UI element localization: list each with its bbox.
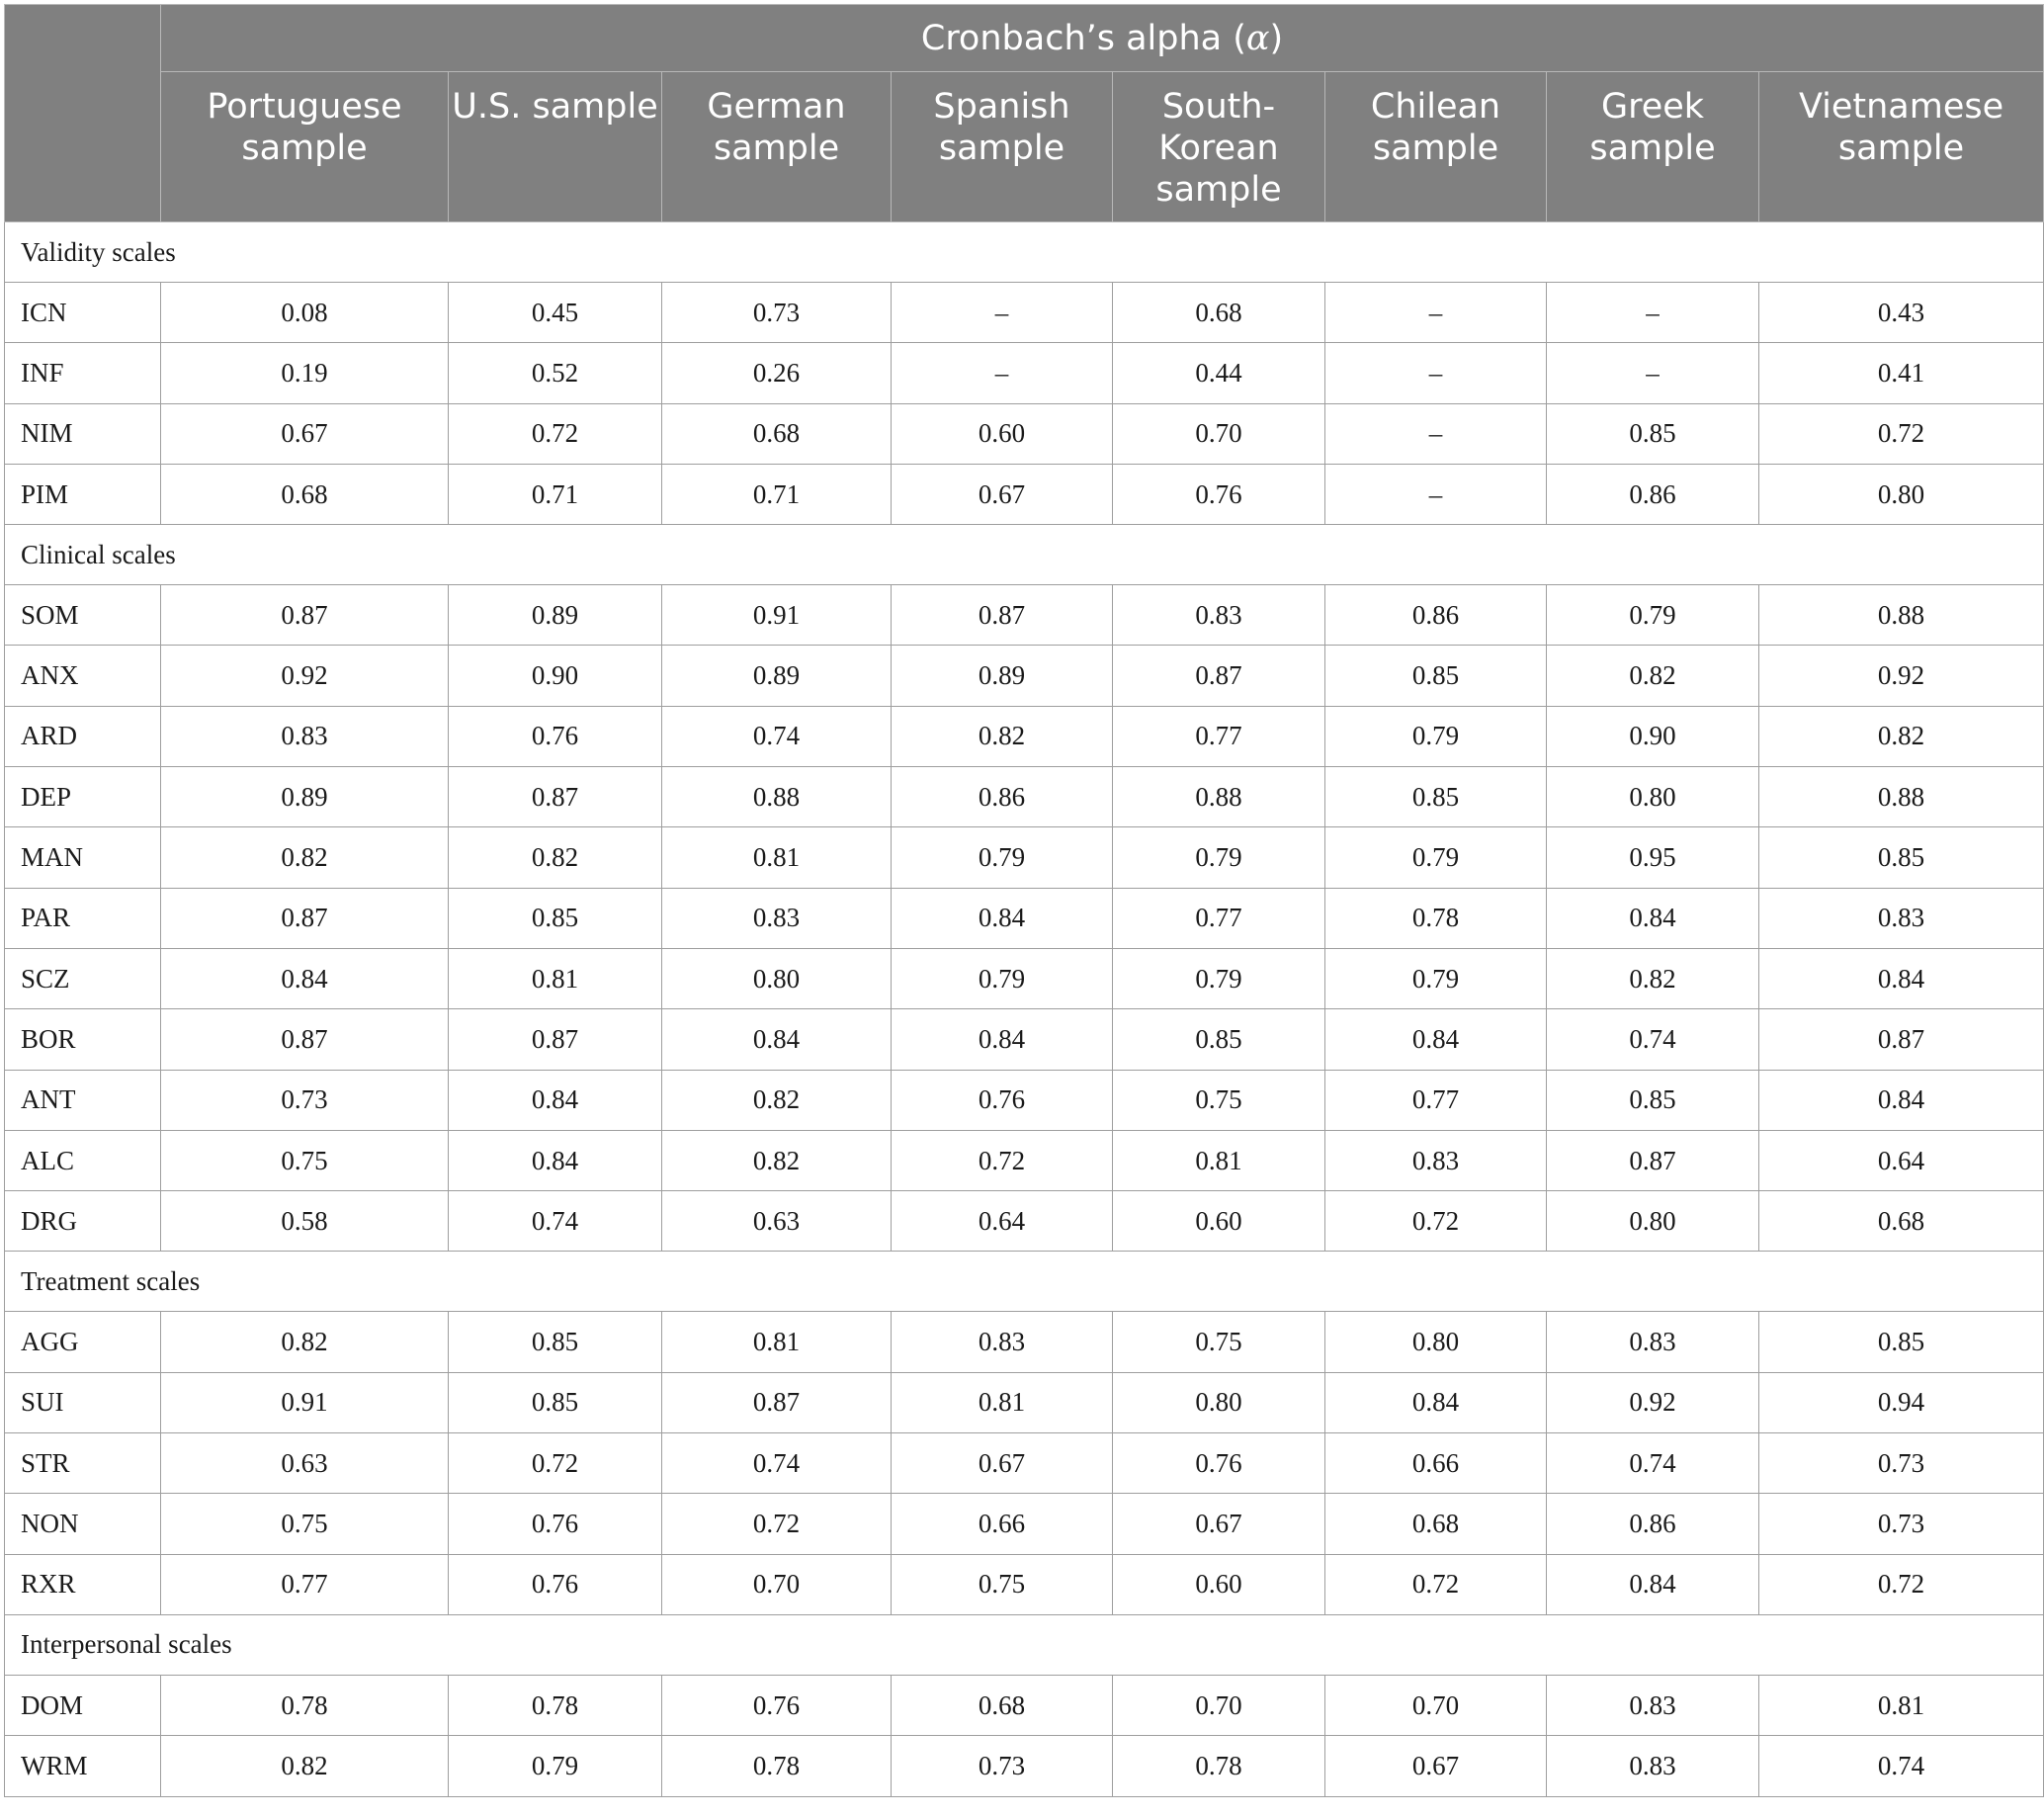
table-body	[5, 222, 2044, 1797]
scale-label: NIM	[5, 403, 161, 464]
table-row	[5, 1554, 2044, 1614]
alpha-value-cell: 0.87	[1759, 1009, 2044, 1070]
alpha-value-cell: 0.82	[161, 1736, 449, 1796]
alpha-value-cell: 0.75	[1113, 1070, 1325, 1130]
alpha-value-cell: 0.68	[1759, 1191, 2044, 1252]
alpha-value-cell: 0.77	[1325, 1070, 1547, 1130]
alpha-value-cell: 0.79	[892, 827, 1113, 888]
column-header-vietnamese	[1759, 72, 2044, 222]
alpha-value-cell: 0.72	[449, 403, 662, 464]
alpha-value-cell: 0.81	[449, 948, 662, 1008]
alpha-value-cell: 0.92	[1759, 646, 2044, 706]
alpha-value-cell: 0.81	[662, 827, 892, 888]
alpha-value-cell: 0.80	[1325, 1312, 1547, 1372]
alpha-value-cell: 0.77	[1113, 888, 1325, 948]
alpha-value-cell: 0.68	[1325, 1494, 1547, 1554]
header-title-text: Cronbach’s alpha (	[920, 18, 1246, 58]
alpha-value-cell: 0.82	[662, 1130, 892, 1190]
table-row	[5, 464, 2044, 524]
scale-label: INF	[5, 343, 161, 403]
alpha-value-cell: 0.74	[1759, 1736, 2044, 1796]
alpha-value-cell: 0.80	[662, 948, 892, 1008]
alpha-value-cell: 0.85	[1547, 1070, 1759, 1130]
alpha-value-cell: 0.79	[1325, 948, 1547, 1008]
alpha-value-cell: 0.83	[1547, 1675, 1759, 1735]
alpha-value-cell: 0.90	[1547, 706, 1759, 766]
alpha-value-cell: 0.72	[1325, 1191, 1547, 1252]
alpha-value-cell: 0.82	[662, 1070, 892, 1130]
alpha-value-cell: 0.71	[662, 464, 892, 524]
alpha-value-cell: 0.74	[1547, 1433, 1759, 1494]
alpha-value-cell: 0.76	[892, 1070, 1113, 1130]
table-row	[5, 1433, 2044, 1494]
table-row	[5, 948, 2044, 1008]
alpha-value-cell: 0.72	[449, 1433, 662, 1494]
alpha-value-cell: 0.78	[662, 1736, 892, 1796]
alpha-value-cell: 0.87	[449, 767, 662, 827]
alpha-value-cell: –	[1547, 283, 1759, 343]
alpha-value-cell: –	[1325, 403, 1547, 464]
table-row	[5, 403, 2044, 464]
alpha-value-cell: 0.72	[1759, 403, 2044, 464]
alpha-value-cell: 0.91	[662, 585, 892, 646]
scale-label: PIM	[5, 464, 161, 524]
alpha-value-cell: 0.86	[1325, 585, 1547, 646]
column-header-label: Vietnamese sample	[1798, 87, 2004, 168]
alpha-value-cell: 0.74	[1547, 1009, 1759, 1070]
alpha-value-cell: 0.86	[892, 767, 1113, 827]
alpha-value-cell: 0.74	[662, 1433, 892, 1494]
alpha-value-cell: 0.87	[892, 585, 1113, 646]
cronbach-alpha-table	[4, 4, 2044, 1797]
scale-label: ALC	[5, 1130, 161, 1190]
scale-label: ANX	[5, 646, 161, 706]
column-header-chilean	[1325, 72, 1547, 222]
column-header-greek	[1547, 72, 1759, 222]
section-row	[5, 222, 2044, 283]
alpha-value-cell: 0.89	[449, 585, 662, 646]
table-row	[5, 283, 2044, 343]
alpha-value-cell: 0.70	[662, 1554, 892, 1614]
alpha-value-cell: 0.60	[1113, 1554, 1325, 1614]
scale-label: ARD	[5, 706, 161, 766]
column-header-label: Chilean sample	[1370, 87, 1501, 168]
alpha-value-cell: 0.75	[892, 1554, 1113, 1614]
header-corner-cell	[5, 5, 161, 222]
scale-label: DOM	[5, 1675, 161, 1735]
alpha-value-cell: 0.82	[161, 1312, 449, 1372]
alpha-value-cell: 0.83	[1547, 1312, 1759, 1372]
alpha-value-cell: 0.63	[161, 1433, 449, 1494]
alpha-value-cell: 0.85	[449, 1312, 662, 1372]
alpha-value-cell: 0.84	[161, 948, 449, 1008]
alpha-value-cell: 0.64	[892, 1191, 1113, 1252]
alpha-value-cell: 0.87	[1113, 646, 1325, 706]
table-row	[5, 706, 2044, 766]
alpha-value-cell: 0.79	[1325, 827, 1547, 888]
alpha-value-cell: 0.84	[1759, 1070, 2044, 1130]
scale-label: PAR	[5, 888, 161, 948]
alpha-value-cell: 0.84	[449, 1130, 662, 1190]
header-title	[161, 5, 2044, 72]
alpha-value-cell: 0.84	[662, 1009, 892, 1070]
alpha-value-cell: 0.60	[892, 403, 1113, 464]
section-title: Clinical scales	[5, 525, 2044, 585]
alpha-value-cell: 0.80	[1547, 767, 1759, 827]
column-header-label: Greek sample	[1589, 87, 1716, 168]
alpha-value-cell: 0.70	[1113, 1675, 1325, 1735]
alpha-value-cell: 0.87	[161, 1009, 449, 1070]
alpha-value-cell: 0.80	[1759, 464, 2044, 524]
alpha-value-cell: 0.08	[161, 283, 449, 343]
alpha-value-cell: 0.67	[892, 1433, 1113, 1494]
table-row	[5, 585, 2044, 646]
table-row	[5, 1009, 2044, 1070]
table-row	[5, 888, 2044, 948]
alpha-value-cell: 0.81	[1113, 1130, 1325, 1190]
alpha-value-cell: 0.82	[1759, 706, 2044, 766]
alpha-value-cell: 0.84	[892, 1009, 1113, 1070]
table-row	[5, 646, 2044, 706]
alpha-value-cell: 0.81	[892, 1372, 1113, 1432]
alpha-value-cell: 0.95	[1547, 827, 1759, 888]
alpha-value-cell: 0.85	[1325, 646, 1547, 706]
table-row	[5, 1736, 2044, 1796]
alpha-value-cell: 0.84	[1547, 1554, 1759, 1614]
table-row	[5, 1312, 2044, 1372]
alpha-value-cell: 0.83	[1113, 585, 1325, 646]
alpha-value-cell: 0.79	[1113, 948, 1325, 1008]
section-title: Treatment scales	[5, 1252, 2044, 1312]
alpha-value-cell: 0.66	[892, 1494, 1113, 1554]
alpha-value-cell: 0.85	[1759, 1312, 2044, 1372]
alpha-value-cell: 0.64	[1759, 1130, 2044, 1190]
alpha-value-cell: 0.90	[449, 646, 662, 706]
scale-label: ICN	[5, 283, 161, 343]
alpha-value-cell: 0.67	[1325, 1736, 1547, 1796]
alpha-value-cell: –	[892, 283, 1113, 343]
scale-label: WRM	[5, 1736, 161, 1796]
alpha-value-cell: 0.71	[449, 464, 662, 524]
scale-label: ANT	[5, 1070, 161, 1130]
alpha-value-cell: 0.76	[449, 706, 662, 766]
section-title: Validity scales	[5, 222, 2044, 283]
alpha-value-cell: 0.72	[662, 1494, 892, 1554]
alpha-value-cell: 0.89	[892, 646, 1113, 706]
alpha-value-cell: 0.78	[1325, 888, 1547, 948]
alpha-value-cell: 0.72	[892, 1130, 1113, 1190]
header-title-close: )	[1269, 18, 1284, 58]
alpha-value-cell: 0.82	[161, 827, 449, 888]
alpha-value-cell: 0.88	[1759, 767, 2044, 827]
table-header	[5, 5, 2044, 222]
scale-label: DEP	[5, 767, 161, 827]
alpha-value-cell: 0.87	[161, 888, 449, 948]
alpha-value-cell: 0.87	[662, 1372, 892, 1432]
alpha-value-cell: 0.82	[1547, 646, 1759, 706]
table-row	[5, 1130, 2044, 1190]
alpha-value-cell: 0.84	[1325, 1372, 1547, 1432]
alpha-value-cell: 0.83	[662, 888, 892, 948]
alpha-value-cell: 0.70	[1113, 403, 1325, 464]
column-header-portuguese	[161, 72, 449, 222]
alpha-value-cell: 0.72	[1759, 1554, 2044, 1614]
scale-label: STR	[5, 1433, 161, 1494]
alpha-value-cell: 0.81	[662, 1312, 892, 1372]
alpha-value-cell: 0.84	[449, 1070, 662, 1130]
table-row	[5, 827, 2044, 888]
alpha-value-cell: 0.67	[892, 464, 1113, 524]
alpha-value-cell: 0.63	[662, 1191, 892, 1252]
alpha-value-cell: 0.92	[161, 646, 449, 706]
alpha-value-cell: 0.81	[1759, 1675, 2044, 1735]
alpha-value-cell: 0.76	[662, 1675, 892, 1735]
column-header-spanish	[892, 72, 1113, 222]
alpha-value-cell: 0.77	[1113, 706, 1325, 766]
alpha-value-cell: 0.75	[161, 1130, 449, 1190]
alpha-value-cell: 0.87	[1547, 1130, 1759, 1190]
alpha-value-cell: 0.85	[449, 1372, 662, 1432]
alpha-value-cell: 0.79	[1325, 706, 1547, 766]
alpha-value-cell: 0.84	[1325, 1009, 1547, 1070]
alpha-value-cell: 0.88	[662, 767, 892, 827]
alpha-value-cell: 0.86	[1547, 464, 1759, 524]
scale-label: DRG	[5, 1191, 161, 1252]
alpha-value-cell: 0.92	[1547, 1372, 1759, 1432]
column-header-us	[449, 72, 662, 222]
table-row	[5, 1494, 2044, 1554]
alpha-value-cell: 0.80	[1113, 1372, 1325, 1432]
alpha-value-cell: 0.84	[892, 888, 1113, 948]
alpha-value-cell: 0.41	[1759, 343, 2044, 403]
alpha-value-cell: 0.72	[1325, 1554, 1547, 1614]
alpha-value-cell: 0.88	[1759, 585, 2044, 646]
section-row	[5, 1614, 2044, 1675]
column-header-german	[662, 72, 892, 222]
table-row	[5, 1191, 2044, 1252]
column-header-south-korean	[1113, 72, 1325, 222]
alpha-value-cell: –	[1547, 343, 1759, 403]
scale-label: SUI	[5, 1372, 161, 1432]
alpha-value-cell: 0.45	[449, 283, 662, 343]
alpha-value-cell: 0.89	[662, 646, 892, 706]
alpha-value-cell: 0.87	[449, 1009, 662, 1070]
section-title: Interpersonal scales	[5, 1614, 2044, 1675]
alpha-value-cell: 0.83	[1325, 1130, 1547, 1190]
scale-label: NON	[5, 1494, 161, 1554]
alpha-value-cell: 0.85	[1113, 1009, 1325, 1070]
column-header-label: Spanish sample	[933, 87, 1070, 168]
alpha-value-cell: 0.82	[892, 706, 1113, 766]
alpha-value-cell: 0.68	[161, 464, 449, 524]
alpha-value-cell: 0.58	[161, 1191, 449, 1252]
alpha-value-cell: 0.83	[892, 1312, 1113, 1372]
alpha-value-cell: –	[1325, 283, 1547, 343]
section-row	[5, 525, 2044, 585]
scale-label: AGG	[5, 1312, 161, 1372]
table-row	[5, 1070, 2044, 1130]
alpha-value-cell: 0.68	[892, 1675, 1113, 1735]
alpha-value-cell: 0.19	[161, 343, 449, 403]
alpha-value-cell: 0.91	[161, 1372, 449, 1432]
alpha-value-cell: 0.87	[161, 585, 449, 646]
alpha-value-cell: 0.94	[1759, 1372, 2044, 1432]
column-header-label: Portuguese sample	[207, 87, 402, 168]
scale-label: BOR	[5, 1009, 161, 1070]
table-row	[5, 1372, 2044, 1432]
table-row	[5, 767, 2044, 827]
alpha-value-cell: 0.86	[1547, 1494, 1759, 1554]
alpha-value-cell: 0.85	[1759, 827, 2044, 888]
alpha-value-cell: 0.82	[1547, 948, 1759, 1008]
alpha-value-cell: 0.76	[449, 1494, 662, 1554]
alpha-value-cell: 0.73	[161, 1070, 449, 1130]
alpha-value-cell: 0.77	[161, 1554, 449, 1614]
alpha-value-cell: 0.84	[1547, 888, 1759, 948]
section-row	[5, 1252, 2044, 1312]
scale-label: MAN	[5, 827, 161, 888]
header-row-columns	[5, 72, 2044, 222]
alpha-value-cell: –	[1325, 343, 1547, 403]
alpha-value-cell: –	[892, 343, 1113, 403]
alpha-value-cell: 0.73	[662, 283, 892, 343]
alpha-value-cell: 0.78	[1113, 1736, 1325, 1796]
alpha-value-cell: 0.74	[449, 1191, 662, 1252]
column-header-label: U.S. sample	[452, 87, 658, 127]
alpha-value-cell: 0.80	[1547, 1191, 1759, 1252]
alpha-value-cell: 0.43	[1759, 283, 2044, 343]
alpha-value-cell: 0.85	[1325, 767, 1547, 827]
alpha-value-cell: 0.82	[449, 827, 662, 888]
alpha-value-cell: 0.70	[1325, 1675, 1547, 1735]
alpha-value-cell: 0.83	[1759, 888, 2044, 948]
alpha-value-cell: 0.26	[662, 343, 892, 403]
alpha-value-cell: 0.74	[662, 706, 892, 766]
scale-label: SOM	[5, 585, 161, 646]
alpha-value-cell: 0.75	[1113, 1312, 1325, 1372]
alpha-value-cell: 0.88	[1113, 767, 1325, 827]
scale-label: RXR	[5, 1554, 161, 1614]
alpha-value-cell: 0.52	[449, 343, 662, 403]
alpha-value-cell: 0.76	[1113, 464, 1325, 524]
column-header-label: South-Korean sample	[1155, 87, 1282, 210]
table-row	[5, 1675, 2044, 1735]
alpha-value-cell: 0.73	[1759, 1494, 2044, 1554]
alpha-value-cell: –	[1325, 464, 1547, 524]
alpha-value-cell: 0.68	[1113, 283, 1325, 343]
header-row-title	[5, 5, 2044, 72]
alpha-value-cell: 0.84	[1759, 948, 2044, 1008]
alpha-value-cell: 0.83	[1547, 1736, 1759, 1796]
alpha-value-cell: 0.79	[1113, 827, 1325, 888]
alpha-value-cell: 0.76	[1113, 1433, 1325, 1494]
alpha-value-cell: 0.78	[449, 1675, 662, 1735]
alpha-value-cell: 0.79	[892, 948, 1113, 1008]
alpha-value-cell: 0.75	[161, 1494, 449, 1554]
alpha-value-cell: 0.85	[449, 888, 662, 948]
table-row	[5, 343, 2044, 403]
alpha-value-cell: 0.76	[449, 1554, 662, 1614]
scale-label: SCZ	[5, 948, 161, 1008]
alpha-value-cell: 0.85	[1547, 403, 1759, 464]
alpha-value-cell: 0.66	[1325, 1433, 1547, 1494]
alpha-value-cell: 0.89	[161, 767, 449, 827]
alpha-value-cell: 0.79	[449, 1736, 662, 1796]
alpha-symbol: α	[1245, 18, 1270, 58]
alpha-value-cell: 0.73	[1759, 1433, 2044, 1494]
alpha-value-cell: 0.60	[1113, 1191, 1325, 1252]
column-header-label: German sample	[707, 87, 846, 168]
alpha-value-cell: 0.73	[892, 1736, 1113, 1796]
alpha-value-cell: 0.67	[1113, 1494, 1325, 1554]
alpha-value-cell: 0.67	[161, 403, 449, 464]
alpha-value-cell: 0.83	[161, 706, 449, 766]
alpha-value-cell: 0.79	[1547, 585, 1759, 646]
alpha-value-cell: 0.68	[662, 403, 892, 464]
alpha-value-cell: 0.78	[161, 1675, 449, 1735]
alpha-value-cell: 0.44	[1113, 343, 1325, 403]
